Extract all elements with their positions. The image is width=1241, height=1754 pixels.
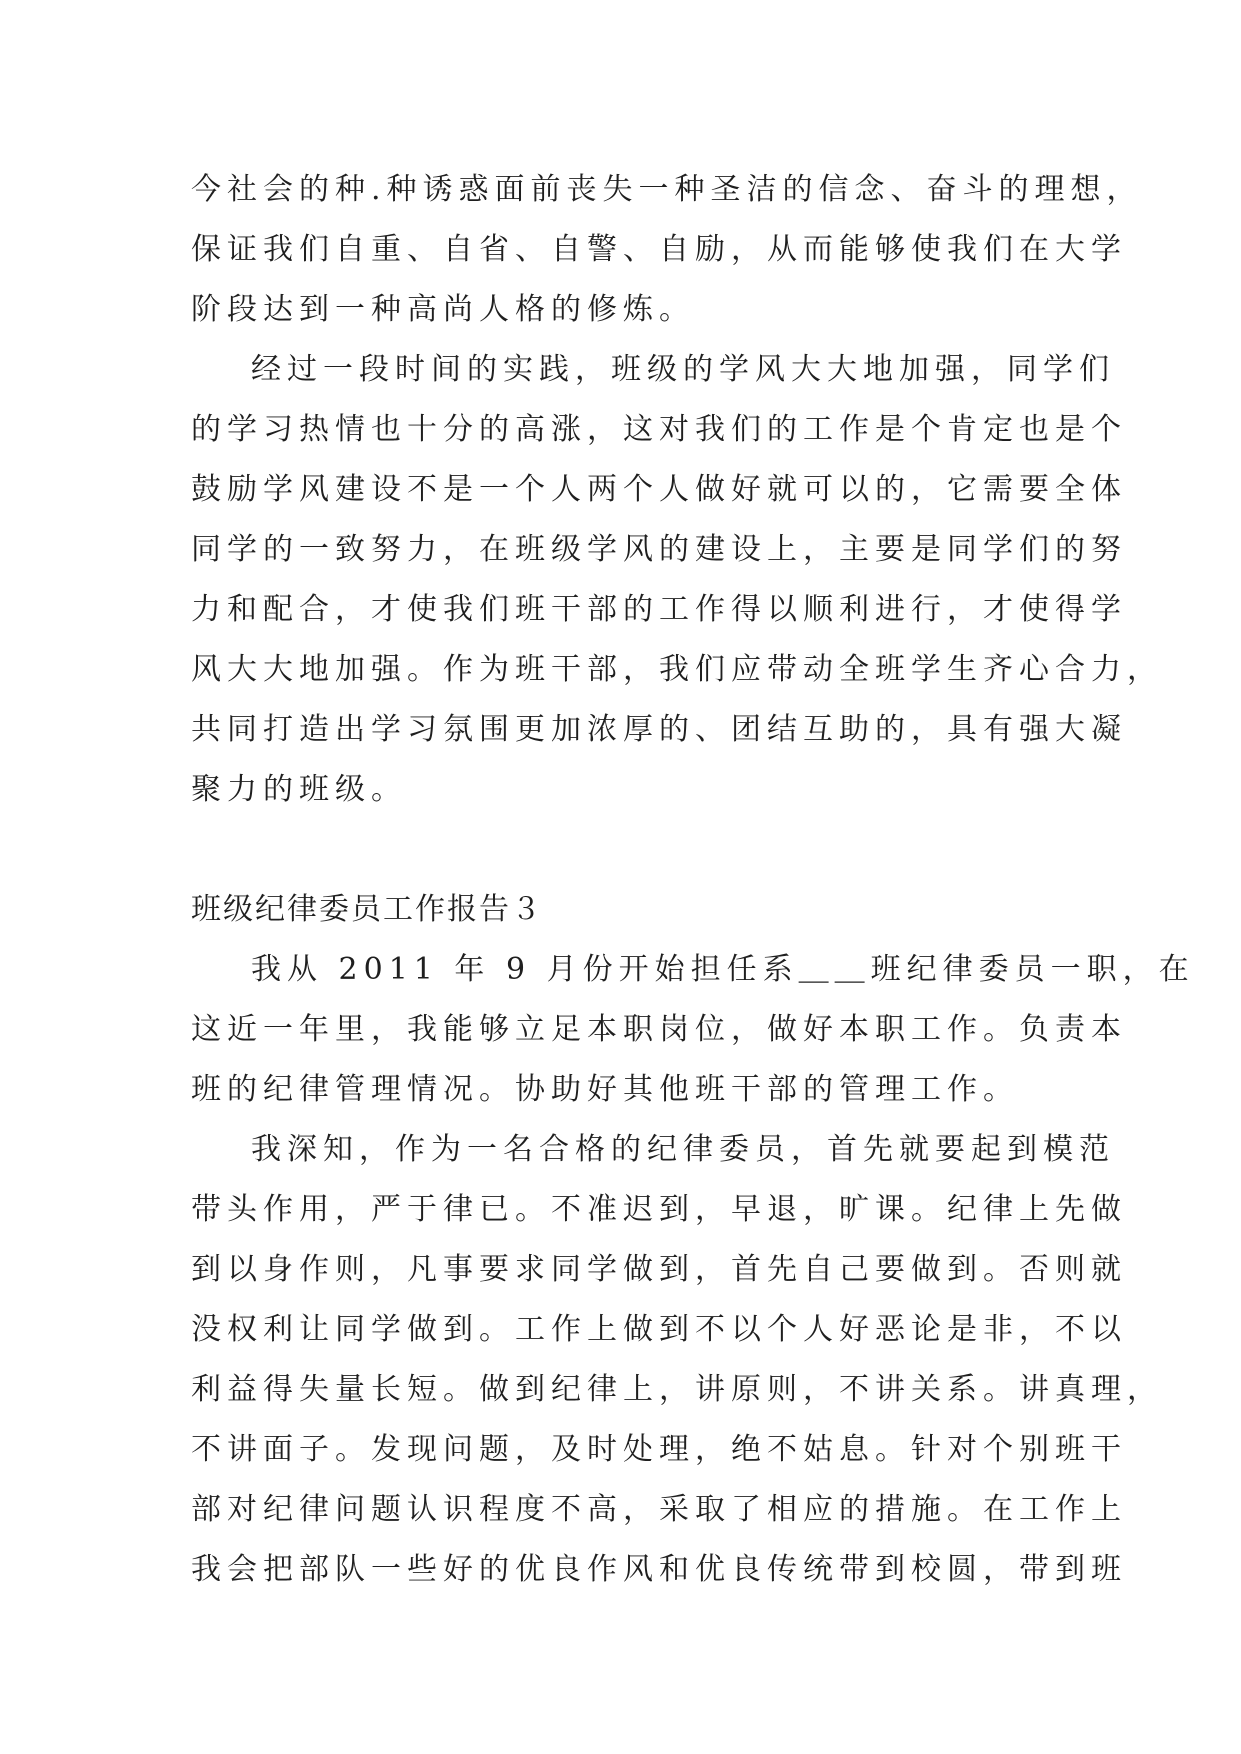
text-line: 利益得失量长短。做到纪律上，讲原则，不讲关系。讲真理， xyxy=(191,1372,1163,1407)
text-line: 我从 2011 年 9 月份开始担任系＿＿班纪律委员一职，在 xyxy=(251,952,1195,987)
text-line: 班的纪律管理情况。协助好其他班干部的管理工作。 xyxy=(191,1072,1019,1107)
document-body xyxy=(191,160,1195,1600)
text-line: 到以身作则，凡事要求同学做到，首先自己要做到。否则就 xyxy=(191,1252,1127,1287)
text-line: 力和配合，才使我们班干部的工作得以顺利进行，才使得学 xyxy=(191,592,1127,627)
text-line: 我深知，作为一名合格的纪律委员，首先就要起到模范 xyxy=(251,1132,1115,1167)
text-line: 今社会的种.种诱惑面前丧失一种圣洁的信念、奋斗的理想， xyxy=(191,172,1143,207)
text-line: 风大大地加强。作为班干部，我们应带动全班学生齐心合力， xyxy=(191,652,1163,687)
paragraph-continued xyxy=(191,160,1143,340)
paragraph-study-atmosphere xyxy=(191,340,1163,820)
text-line: 部对纪律问题认识程度不高，采取了相应的措施。在工作上 xyxy=(191,1492,1127,1527)
paragraph-role-intro xyxy=(191,940,1195,1120)
text-line: 经过一段时间的实践，班级的学风大大地加强，同学们 xyxy=(251,352,1115,387)
text-line: 我会把部队一些好的优良作风和优良传统带到校圆，带到班 xyxy=(191,1552,1127,1587)
section-heading: 班级纪律委员工作报告３ xyxy=(191,892,543,927)
text-line: 鼓励学风建设不是一个人两个人做好就可以的，它需要全体 xyxy=(191,472,1127,507)
text-line: 共同打造出学习氛围更加浓厚的、团结互助的，具有强大凝 xyxy=(191,712,1127,747)
text-line: 的学习热情也十分的高涨，这对我们的工作是个肯定也是个 xyxy=(191,412,1127,447)
text-line: 保证我们自重、自省、自警、自励，从而能够使我们在大学 xyxy=(191,232,1127,267)
text-line: 不讲面子。发现问题，及时处理，绝不姑息。针对个别班干 xyxy=(191,1432,1127,1467)
blank-line xyxy=(191,820,1051,880)
text-line: 带头作用，严于律已。不准迟到，早退，旷课。纪律上先做 xyxy=(191,1192,1127,1227)
text-line: 阶段达到一种高尚人格的修炼。 xyxy=(191,292,695,327)
text-line: 这近一年里，我能够立足本职岗位，做好本职工作。负责本 xyxy=(191,1012,1127,1047)
text-line: 没权利让同学做到。工作上做到不以个人好恶论是非，不以 xyxy=(191,1312,1127,1347)
paragraph-duties xyxy=(191,1120,1163,1600)
text-line: 聚力的班级。 xyxy=(191,772,407,807)
text-line: 同学的一致努力，在班级学风的建设上，主要是同学们的努 xyxy=(191,532,1127,567)
